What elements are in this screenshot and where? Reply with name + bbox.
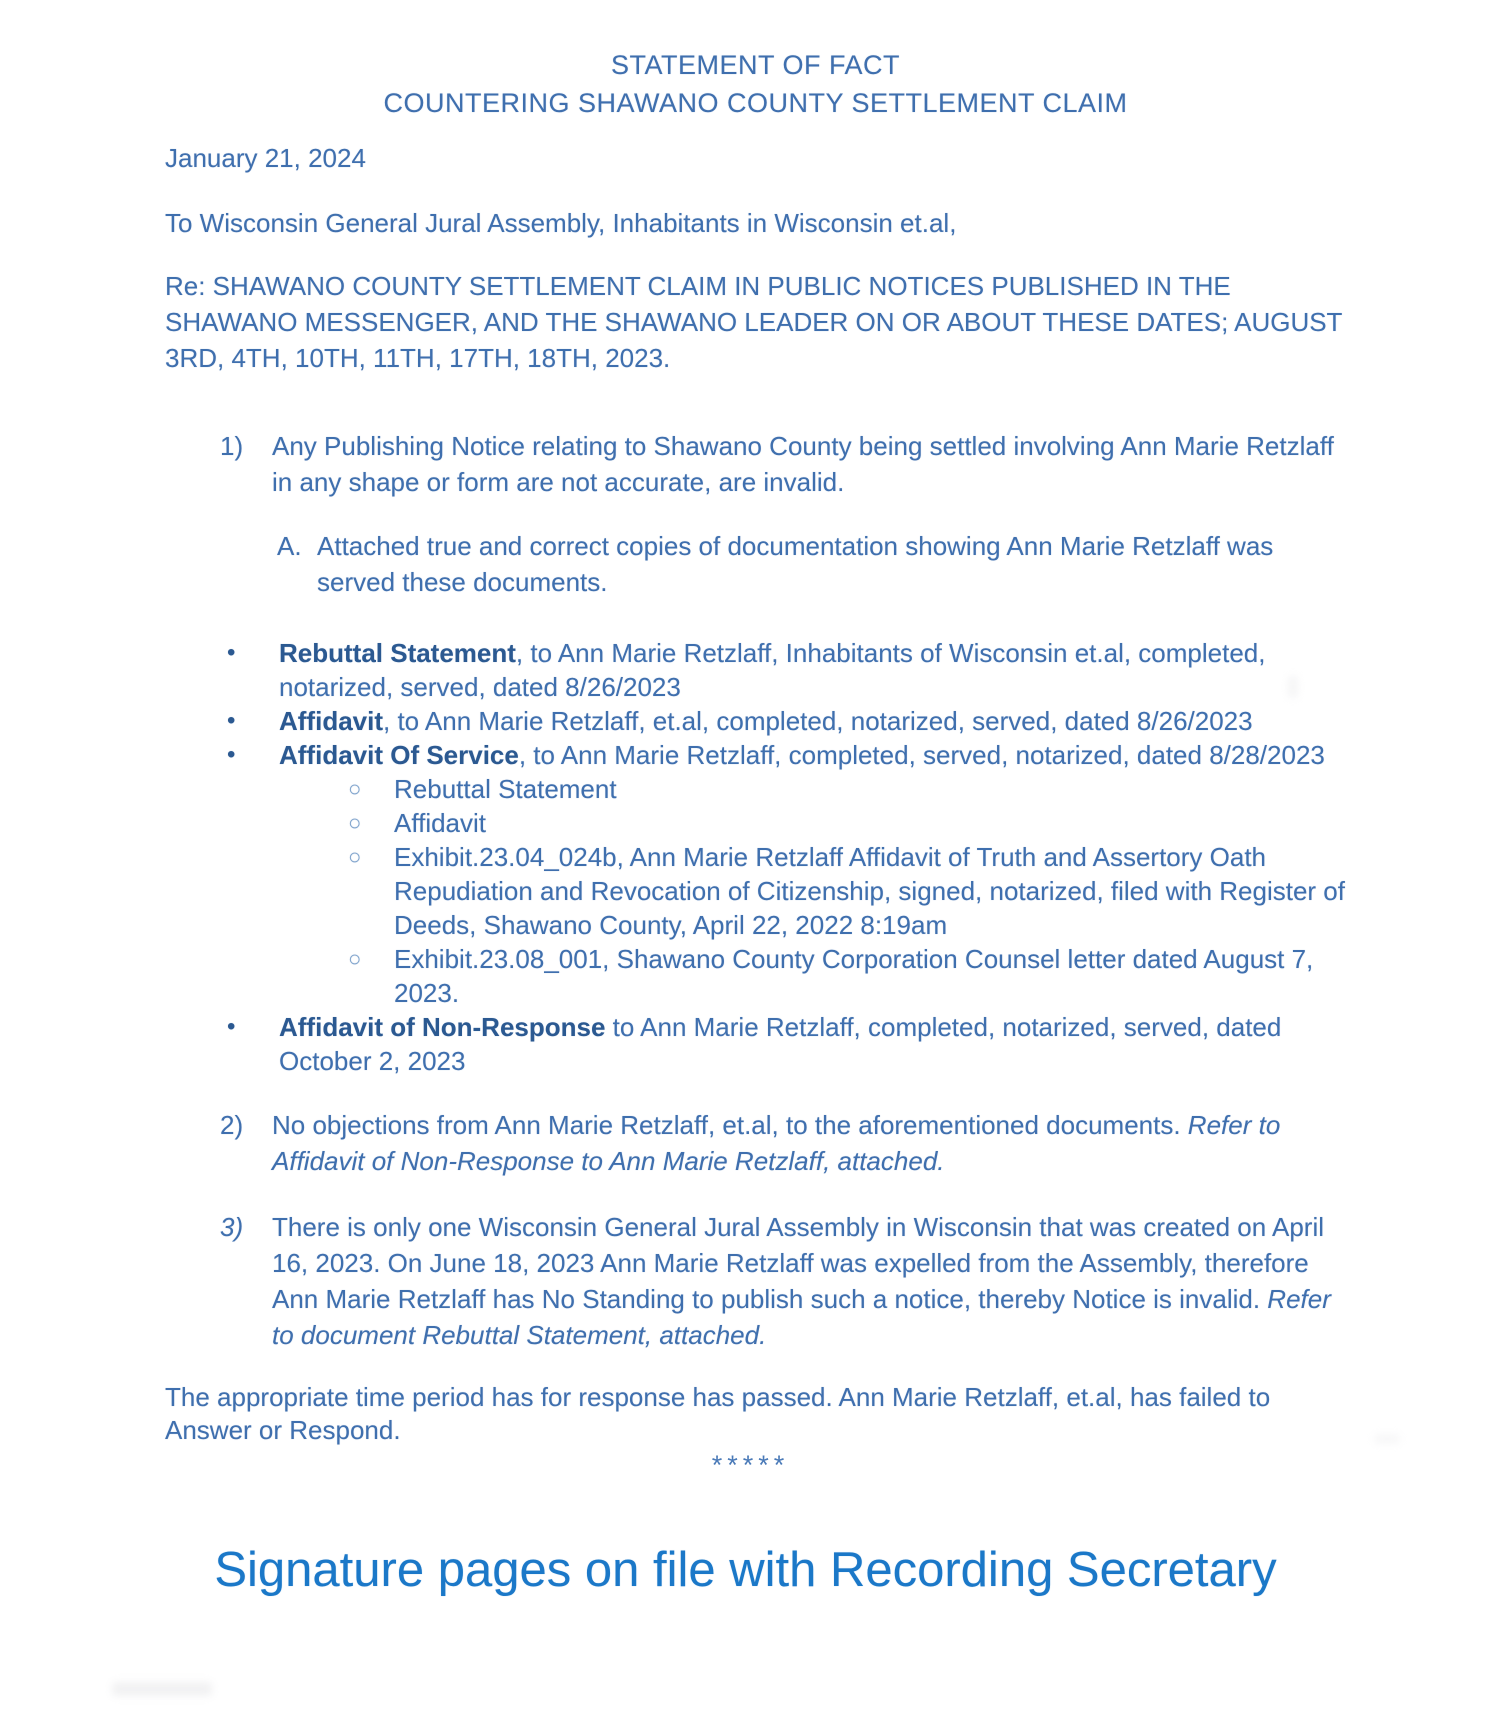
bullet-title: Rebuttal Statement [279,638,516,668]
numbered-item-2 [165,1107,1356,1179]
sub-bullet-exhibit-23-08 [165,942,1356,1010]
sub-bullet-text: Exhibit.23.04_024b, Ann Marie Retzlaff Affidavit of Truth and Assertory Oath Repudiation and Revocation of Citizenship, signed, notarized, filed with Register of Deeds, Shawano County, April 22, 2022 8:19am [394,842,1345,940]
bullet-affidavit-of-service [165,738,1356,772]
circle-bullet-icon: ○ [348,776,362,801]
sub-bullet-text: Affidavit [394,808,487,838]
scan-artifact [1288,676,1298,698]
sub-bullet-text: Rebuttal Statement [394,774,617,804]
item-2-number: 2) [220,1110,244,1140]
bullet-text [279,1010,1356,1078]
bullet-detail: to Ann Marie Retzlaff, completed, notarized, served, dated October 2, 2023 [279,1012,1282,1076]
scan-artifact [112,1682,212,1696]
scan-artifact [1374,1434,1400,1444]
item-1-text: Any Publishing Notice relating to Shawano County being settled involving Ann Marie Retzlaff in any shape or form are not accurate, are invalid. [272,431,1334,497]
served-documents-list [165,636,1356,1078]
item-3-reference: Refer to document Rebuttal Statement, attached. [272,1284,1331,1350]
item-3-main: There is only one Wisconsin General Jural Assembly in Wisconsin that was created on April 16, 2023. On June 18, 2023 Ann Marie Retzlaff was expelled from the Assembly, therefore Ann Marie Retzlaff has No Standing to publish such a notice, thereby Notice is invalid. [272,1212,1325,1314]
sub-item-a-text: Attached true and correct copies of documentation showing Ann Marie Retzlaff was served these documents. [317,531,1274,597]
title-line-1: STATEMENT OF FACT [610,50,900,80]
item-3-text [272,1209,1356,1353]
sub-bullet-exhibit-23-04 [165,840,1356,942]
item-2-text [272,1107,1356,1179]
bullet-text [279,704,1356,738]
closing-paragraph: The appropriate time period has for response has passed. Ann Marie Retzlaff, et.al, has failed to Answer or Respond. [165,1382,1271,1445]
bullet-rebuttal-statement [165,636,1356,704]
item-2-main: No objections from Ann Marie Retzlaff, et.al, to the aforementioned documents. [272,1110,1188,1140]
item-2-reference: Refer to Affidavit of Non-Response to Ann Marie Retzlaff, attached. [272,1110,1281,1176]
bullet-icon: • [227,1013,236,1040]
numbered-item-3 [165,1209,1356,1353]
sub-bullet-affidavit [165,806,1356,840]
sub-item-a [165,528,1356,600]
bullet-title: Affidavit Of Service [279,740,519,770]
bullet-text [279,636,1356,704]
document-date: January 21, 2024 [165,143,366,173]
asterisk-separator: ***** [711,1450,790,1480]
bullet-icon: • [227,639,236,666]
bullet-title: Affidavit [279,706,383,736]
bullet-detail: , to Ann Marie Retzlaff, completed, served, notarized, dated 8/28/2023 [518,740,1325,770]
bullet-affidavit-of-non-response [165,1010,1356,1078]
item-3-number: 3) [220,1212,244,1242]
salutation-line: To Wisconsin General Jural Assembly, Inhabitants in Wisconsin et.al, [165,208,957,238]
item-1-number: 1) [220,431,244,461]
signature-note: Signature pages on file with Recording Secretary [214,1543,1277,1597]
bullet-detail: , to Ann Marie Retzlaff, Inhabitants of Wisconsin et.al, completed, notarized, served, dated 8/26/2023 [279,638,1266,702]
bullet-title: Affidavit of Non-Response [279,1012,606,1042]
bullet-icon: • [227,741,236,768]
subject-line: Re: SHAWANO COUNTY SETTLEMENT CLAIM IN PUBLIC NOTICES PUBLISHED IN THE SHAWANO MESSENGER, AND THE SHAWANO LEADER ON OR ABOUT THESE DATES; AUGUST 3RD, 4TH, 10TH, 11TH, 17TH, 18TH, 2023. [165,271,1342,373]
bullet-affidavit [165,704,1356,738]
numbered-item-1 [165,428,1356,500]
circle-bullet-icon: ○ [348,810,362,835]
sub-bullet-rebuttal-statement [165,772,1356,806]
bullet-icon: • [227,707,236,734]
document-title [165,46,1346,122]
bullet-text [279,738,1356,772]
sub-item-a-label: A. [277,531,302,561]
circle-bullet-icon: ○ [348,844,362,869]
bullet-detail: , to Ann Marie Retzlaff, et.al, completed, notarized, served, dated 8/26/2023 [383,706,1253,736]
circle-bullet-icon: ○ [348,946,362,971]
title-line-2: COUNTERING SHAWANO COUNTY SETTLEMENT CLAIM [383,88,1128,118]
sub-bullet-text: Exhibit.23.08_001, Shawano County Corporation Counsel letter dated August 7, 2023. [394,944,1314,1008]
